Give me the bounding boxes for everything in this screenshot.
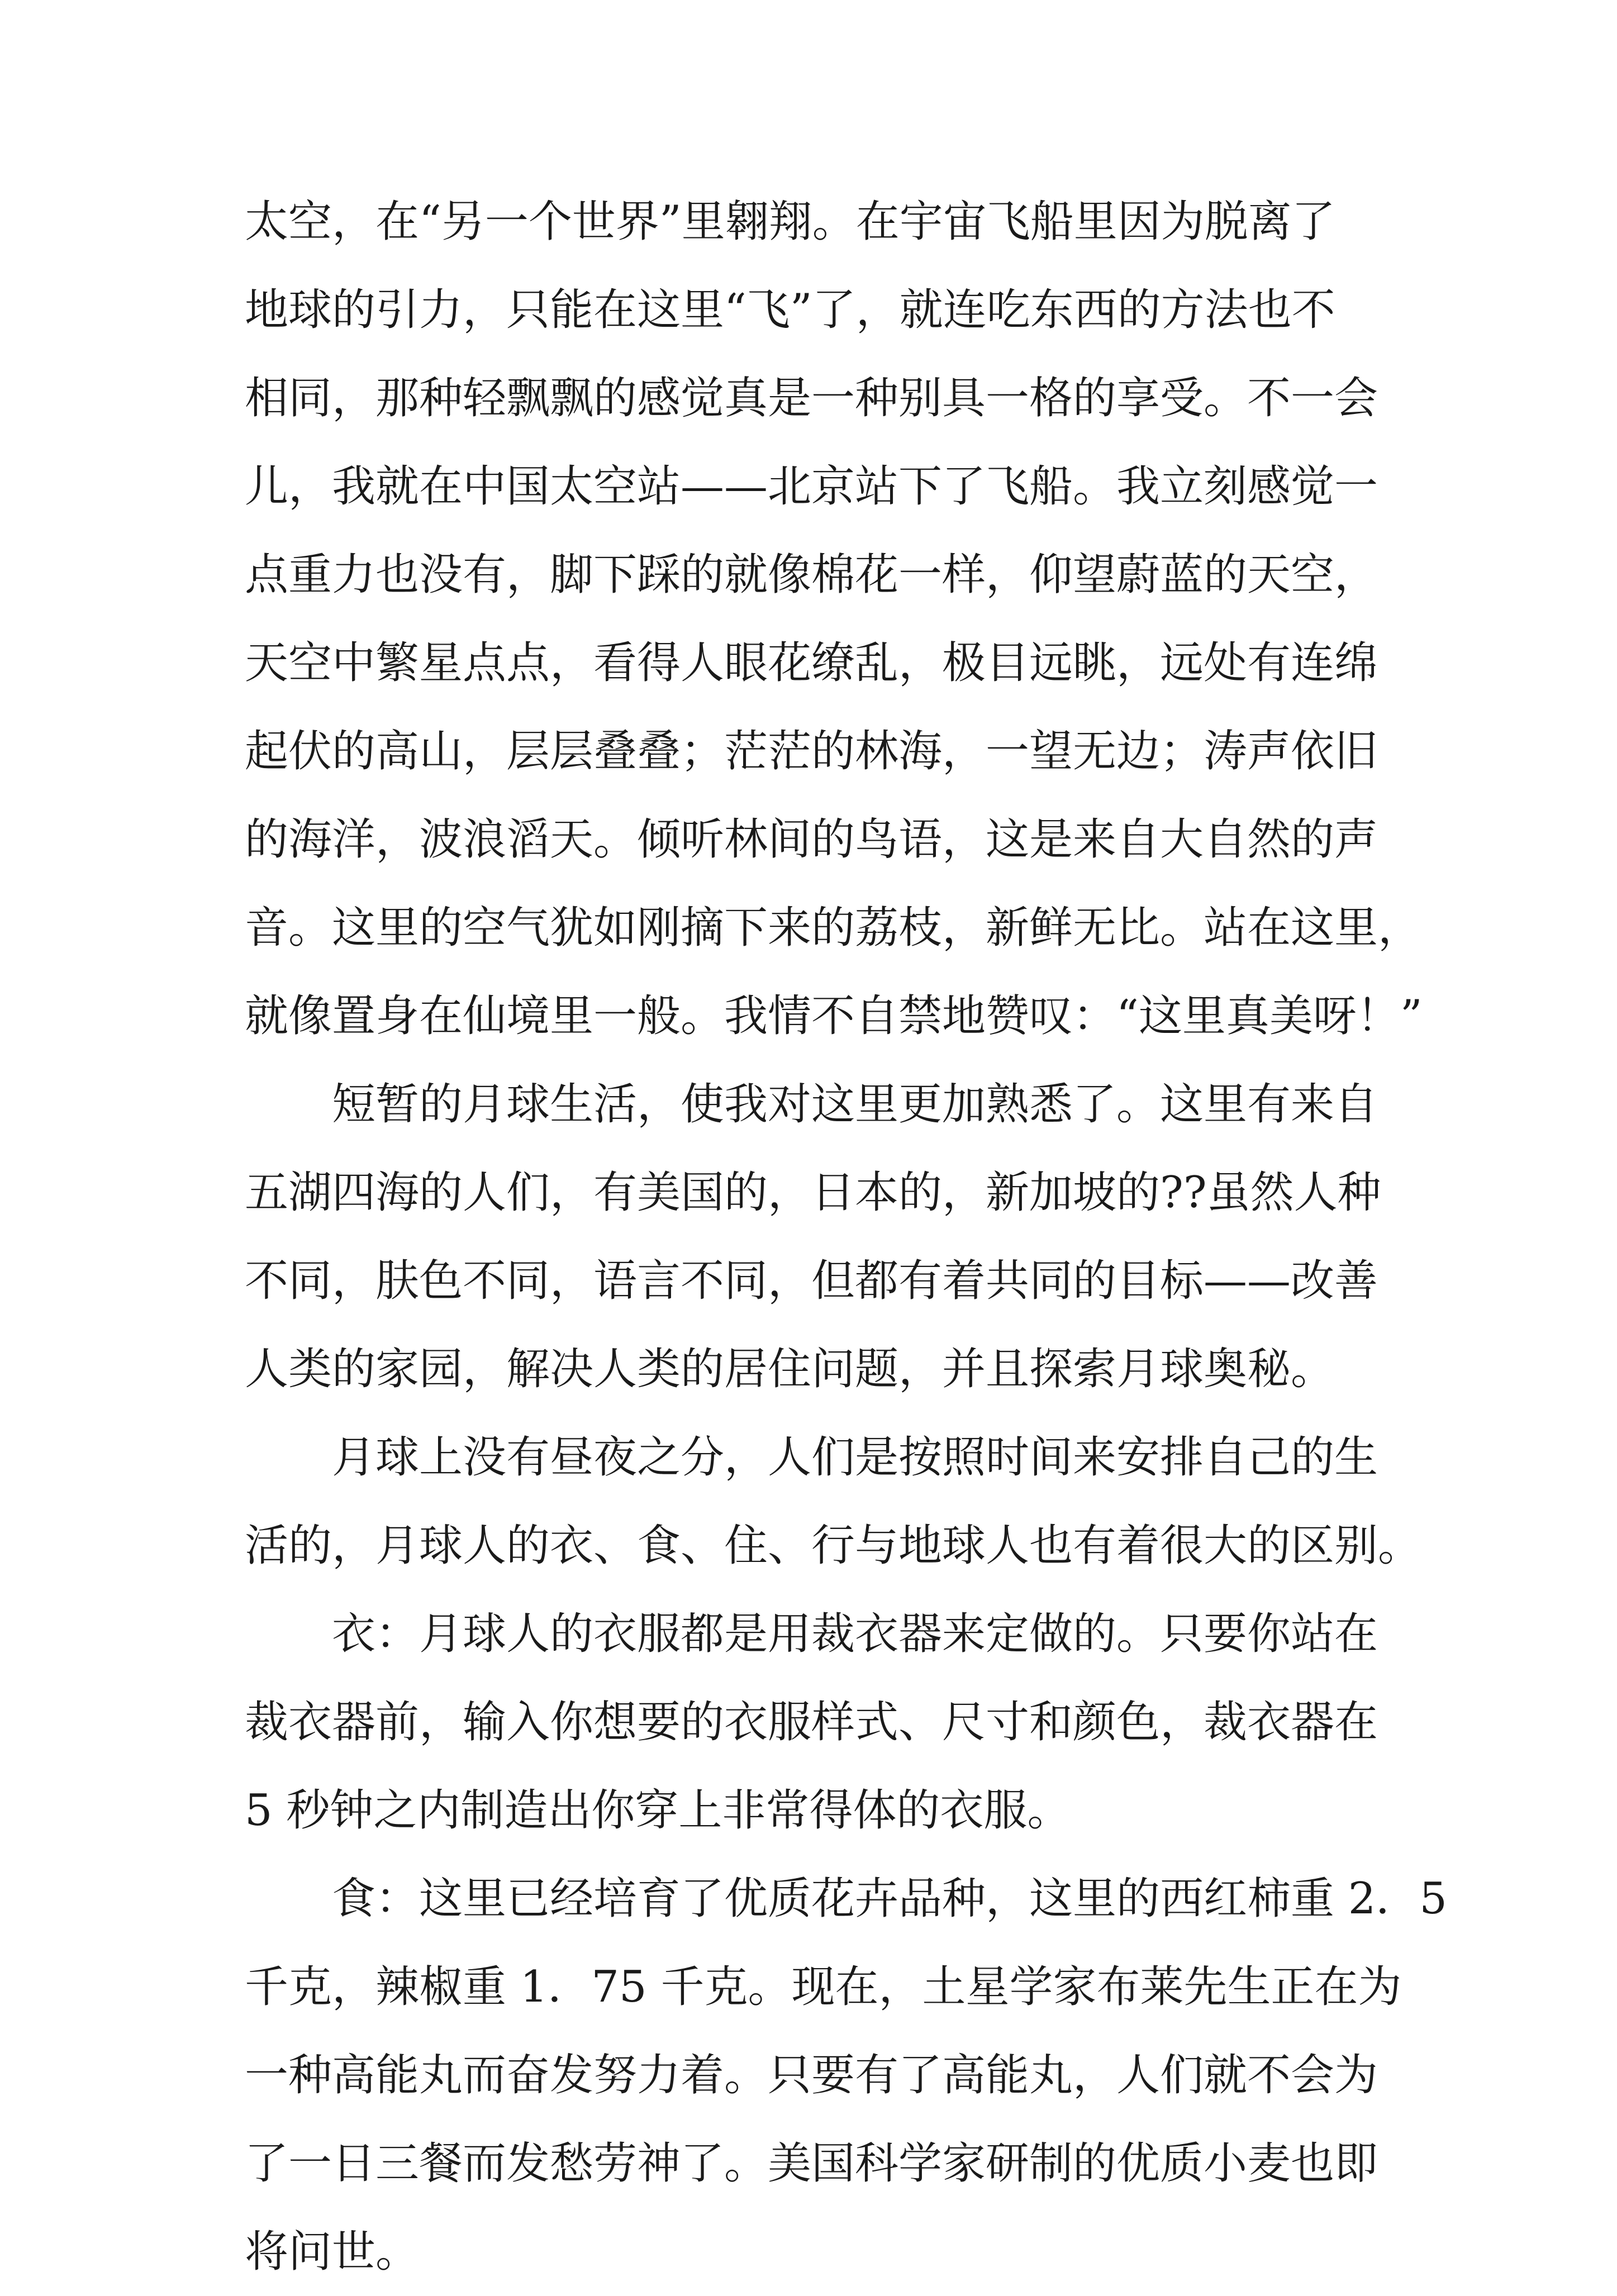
text-line: 音。这里的空气犹如刚摘下来的荔枝，新鲜无比。站在这里， <box>245 903 1422 953</box>
text-line: 就像置身在仙境里一般。我情不自禁地赞叹：“这里真美呀！” <box>245 991 1423 1041</box>
text-line: 一种高能丸而奋发努力着。只要有了高能丸，人们就不会为 <box>245 2050 1378 2100</box>
paragraph-start-line: 短暂的月球生活，使我对这里更加熟悉了。这里有来自 <box>332 1079 1378 1130</box>
paragraph-start-line: 月球上没有昼夜之分，人们是按照时间来安排自己的生 <box>332 1432 1378 1483</box>
text-line: 不同，肤色不同，语言不同，但都有着共同的目标——改善 <box>245 1256 1378 1306</box>
body-text <box>245 178 1448 2296</box>
text-line: 5 秒钟之内制造出你穿上非常得体的衣服。 <box>245 1785 1071 1836</box>
text-line: 将问世。 <box>245 2227 420 2277</box>
text-line: 了一日三餐而发愁劳神了。美国科学家研制的优质小麦也即 <box>245 2138 1378 2189</box>
paragraph-start-line: 食：这里已经培育了优质花卉品种，这里的西红柿重 2．5 <box>332 1874 1448 1924</box>
text-line: 天空中繁星点点，看得人眼花缭乱，极目远眺，远处有连绵 <box>245 638 1378 688</box>
text-line: 活的，月球人的衣、食、住、行与地球人也有着很大的区别。 <box>245 1521 1422 1571</box>
text-line: 太空，在“另一个世界”里翱翔。在宇宙飞船里因为脱离了 <box>245 197 1335 247</box>
paragraph-start-line: 衣：月球人的衣服都是用裁衣器来定做的。只要你站在 <box>332 1609 1378 1659</box>
text-line: 千克，辣椒重 1．75 千克。现在，土星学家布莱先生正在为 <box>245 1962 1402 2012</box>
text-line: 裁衣器前，输入你想要的衣服样式、尺寸和颜色，裁衣器在 <box>245 1697 1378 1747</box>
text-line: 点重力也没有，脚下踩的就像棉花一样，仰望蔚蓝的天空， <box>245 550 1378 600</box>
text-line: 地球的引力，只能在这里“飞”了，就连吃东西的方法也不 <box>245 285 1335 335</box>
text-line: 起伏的高山，层层叠叠；茫茫的林海，一望无边；涛声依旧 <box>245 726 1378 777</box>
text-line: 儿，我就在中国太空站——北京站下了飞船。我立刻感觉一 <box>245 461 1378 512</box>
text-line: 人类的家园，解决人类的居住问题，并且探索月球奥秘。 <box>245 1344 1335 1394</box>
text-line: 五湖四海的人们，有美国的，日本的，新加坡的??虽然人种 <box>245 1168 1381 1218</box>
text-line: 相同，那种轻飘飘的感觉真是一种别具一格的享受。不一会 <box>245 373 1378 423</box>
text-line: 的海洋，波浪滔天。倾听林间的鸟语，这是来自大自然的声 <box>245 814 1378 865</box>
